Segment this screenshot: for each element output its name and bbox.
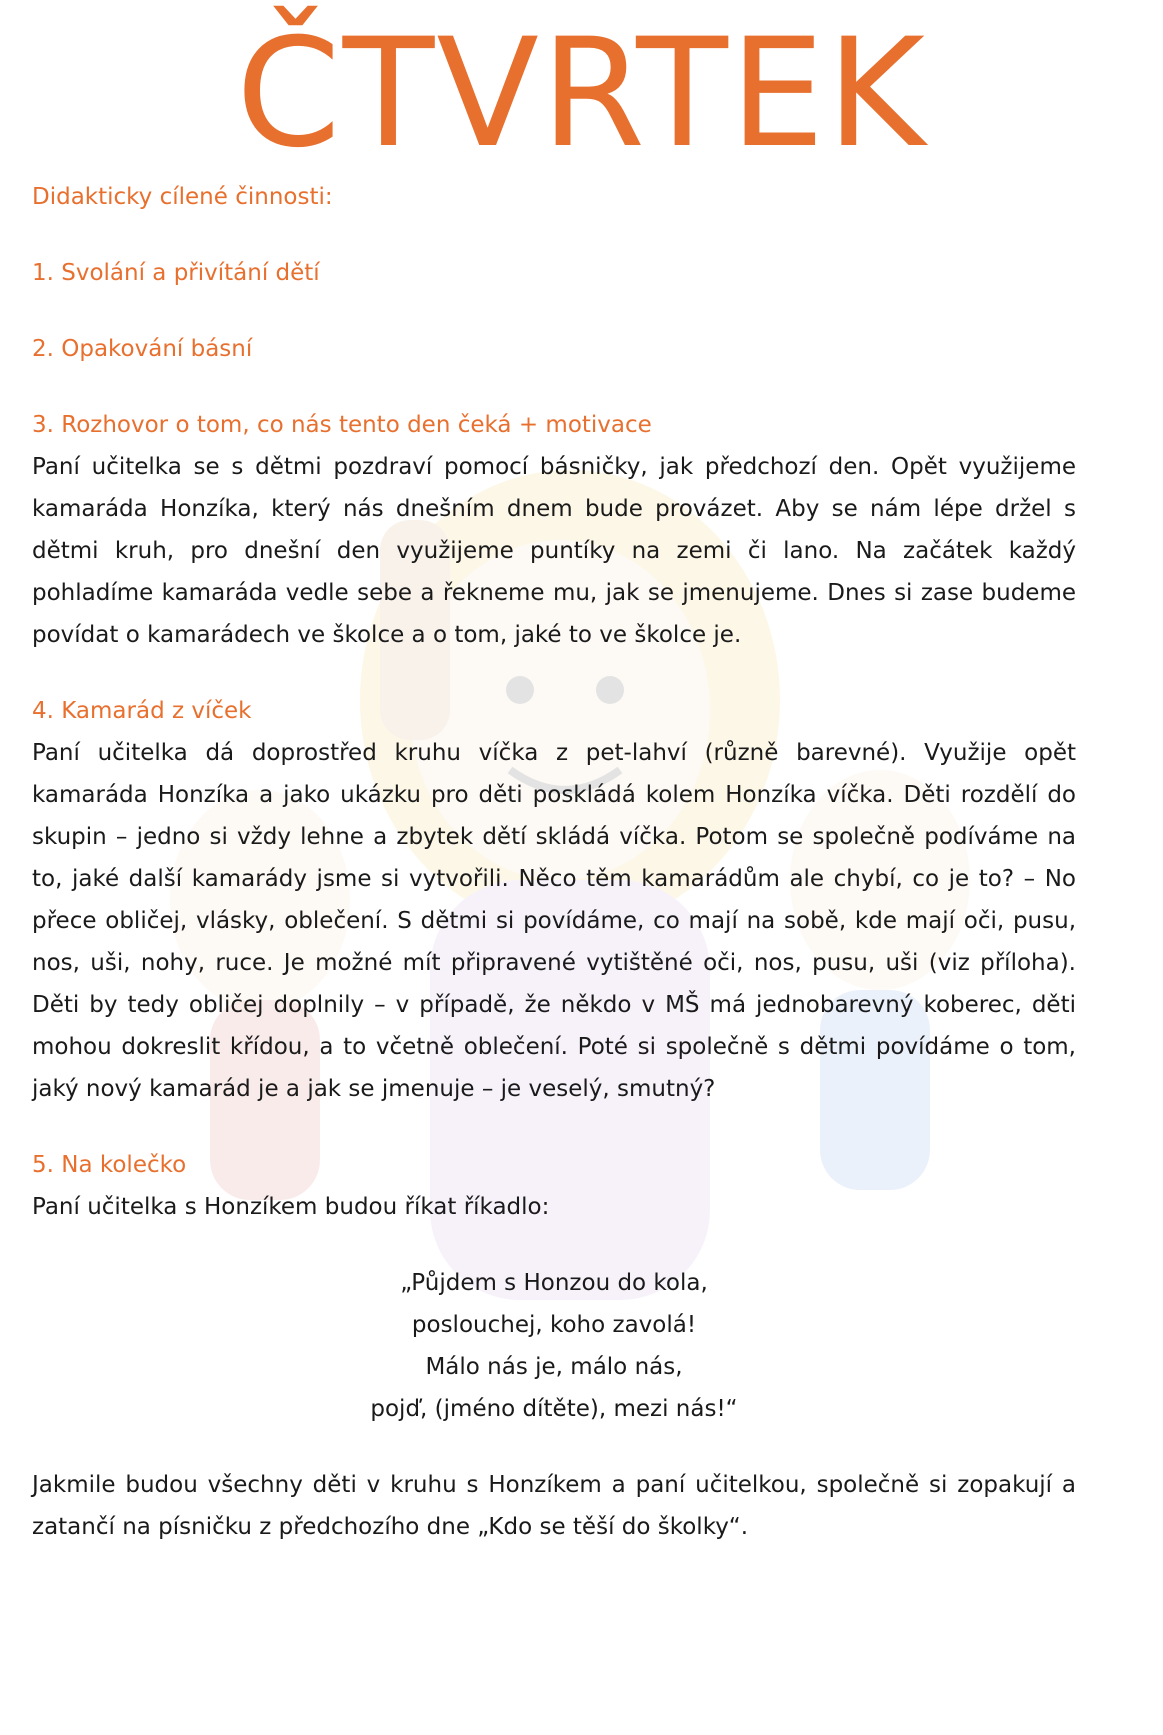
section-3-text: Paní učitelka se s dětmi pozdraví pomocí básničky, jak předchozí den. Opět využijeme kamaráda Honzíka, který nás dnešním dnem bude provázet. Aby se nám lépe držel s dětmi kruh, pro dnešní den využijeme puntíky na zemi či lano. Na začátek každý pohladíme kamaráda vedle sebe a řekneme mu, jak se jmenujeme. Dnes si zase budeme povídat o kamarádech ve školce a o tom, jaké to ve školce je. bbox=[32, 454, 1076, 648]
poem-line: „Půjdem s Honzou do kola, bbox=[400, 1270, 708, 1296]
section-5-heading: 5. Na kolečko bbox=[32, 1152, 187, 1178]
section-4-heading: 4. Kamarád z víček bbox=[32, 698, 252, 724]
section-1-heading: 1. Svolání a přivítání dětí bbox=[32, 260, 320, 286]
section-5-text: Paní učitelka s Honzíkem budou říkat říkadlo: bbox=[32, 1194, 550, 1220]
closing-text: Jakmile budou všechny děti v kruhu s Honzíkem a paní učitelkou, společně si zopakují a zatančí na písničku z předchozího dne „Kdo se těší do školky“. bbox=[32, 1472, 1076, 1540]
section-4-text: Paní učitelka dá doprostřed kruhu víčka z pet-lahví (různě barevné). Využije opět kamaráda Honzíka a jako ukázku pro děti poskládá kolem Honzíka víčka. Děti rozdělí do skupin – jedno si vždy lehne a zbytek dětí skládá víčka. Potom se společně podíváme na to, jaké další kamarády jsme si vytvořili. Něco těm kamarádům ale chybí, co je to? – No přece obličej, vlásky, oblečení. S dětmi si povídáme, co mají na sobě, kde mají oči, pusu, nos, uši, nohy, ruce. Je možné mít připravené vytištěné oči, nos, pusu, uši (viz příloha). Děti by tedy obličej doplnily – v případě, že někdo v MŠ má jednobarevný koberec, děti mohou dokreslit křídou, a to včetně oblečení. Poté si společně s dětmi povídáme o tom, jaký nový kamarád je a jak se jmenuje – je veselý, smutný? bbox=[32, 740, 1076, 1102]
poem-line: poslouchej, koho zavolá! bbox=[411, 1312, 697, 1338]
poem-line: pojď, (jméno dítěte), mezi nás!“ bbox=[370, 1396, 738, 1422]
page-title: ČTVRTEK bbox=[235, 7, 928, 181]
poem-line: Málo nás je, málo nás, bbox=[425, 1354, 683, 1380]
lesson-content bbox=[32, 176, 1076, 1548]
section-3-heading: 3. Rozhovor o tom, co nás tento den čeká + motivace bbox=[32, 412, 652, 438]
poem bbox=[32, 1262, 1076, 1430]
section-2-heading: 2. Opakování básní bbox=[32, 336, 253, 362]
intro-heading: Didakticky cílené činnosti: bbox=[32, 184, 333, 210]
